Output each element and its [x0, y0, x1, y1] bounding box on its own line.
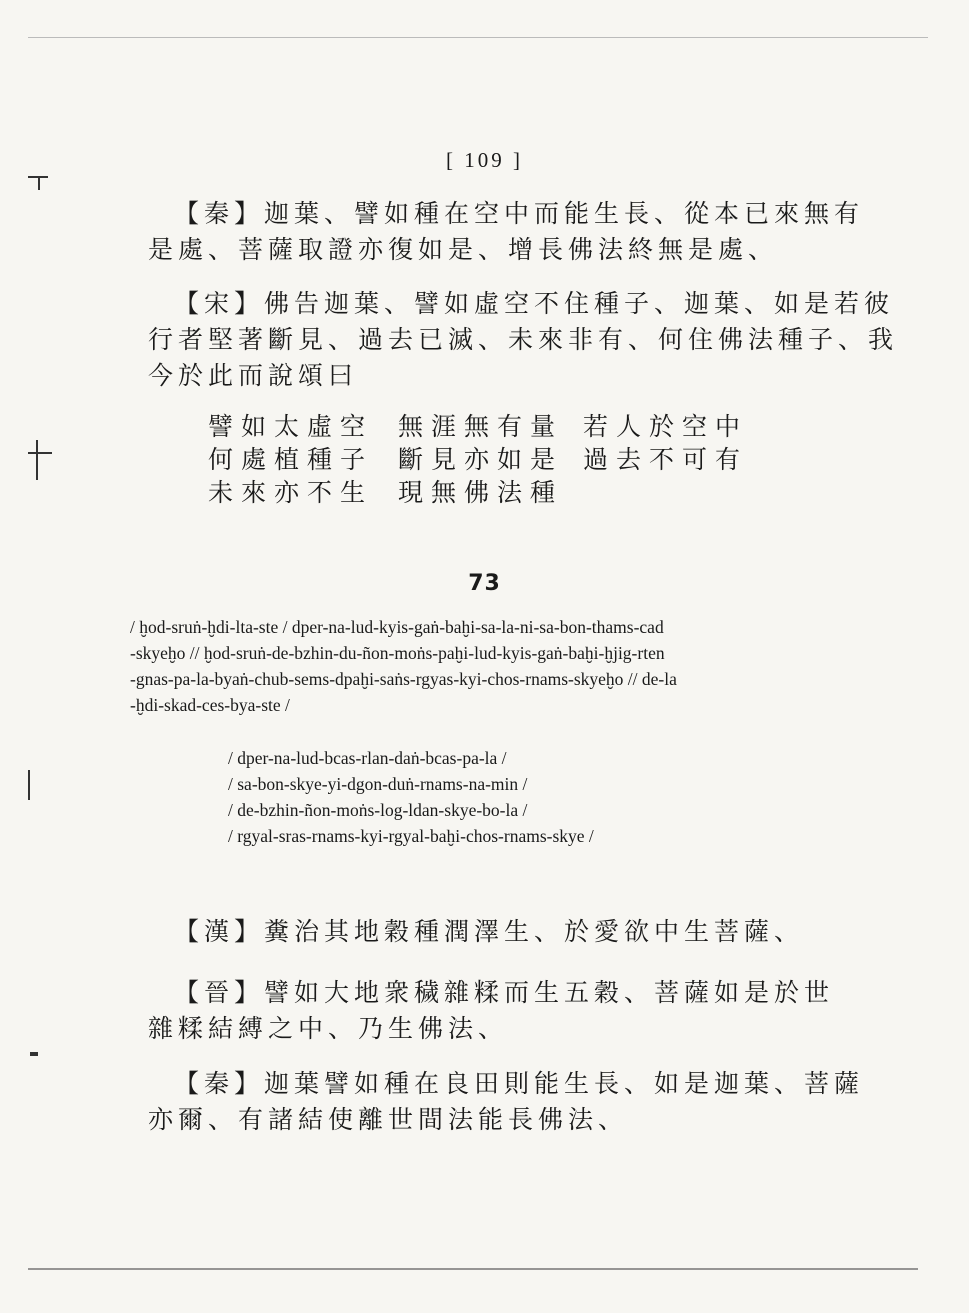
scan-edge-bottom	[28, 1268, 918, 1270]
verse-column-2	[398, 410, 563, 509]
text-line: 行者堅著斷見、過去已滅、未來非有、何住佛法種子、我	[148, 325, 899, 354]
tibetan-line: -ḫdi-skad-ces-bya-ste /	[130, 695, 290, 715]
paragraph-qin-top	[148, 196, 865, 268]
tibetan-line: -gnas-pa-la-byaṅ-chub-sems-dpaḫi-saṅs-rgyas-kyi-chos-rnams-skyeḫo // de-la	[130, 669, 677, 689]
margin-mark	[30, 1052, 38, 1056]
verse-column-3	[583, 410, 748, 476]
page-number: [ 109 ]	[446, 148, 523, 172]
text-line: 今於此而說頌曰	[148, 361, 359, 390]
tibetan-verse-line: / dper-na-lud-bcas-rlan-daṅ-bcas-pa-la /	[228, 748, 507, 768]
scan-edge-top	[28, 37, 928, 38]
verse-line: 現無佛法種	[398, 478, 564, 507]
paragraph-han	[148, 914, 805, 950]
margin-mark	[28, 452, 52, 454]
text-line: 亦爾、有諸結使離世間法能長佛法、	[148, 1105, 629, 1134]
text-line: 【秦】迦葉譬如種在良田則能生長、如是迦葉、菩薩	[174, 1069, 865, 1098]
paragraph-jin	[148, 975, 835, 1047]
paragraph-song	[148, 286, 899, 394]
tibetan-line: / ḫod-sruṅ-ḫdi-lta-ste / dper-na-lud-kyis-gaṅ-baḫi-sa-la-ni-sa-bon-thams-cad	[130, 617, 664, 637]
text-line: 雜糅結縛之中、乃生佛法、	[148, 1014, 509, 1043]
tibetan-verse-line: / sa-bon-skye-yi-dgon-duṅ-rnams-na-min /	[228, 774, 528, 794]
verse-column-1	[208, 410, 373, 509]
verse-line: 若人於空中	[583, 412, 749, 441]
tibetan-verse	[228, 745, 594, 849]
verse-line: 何處植種子	[208, 445, 374, 474]
text-line: 【宋】佛告迦葉、譬如虛空不住種子、迦葉、如是若彼	[174, 289, 895, 318]
tibetan-verse-line: / rgyal-sras-rnams-kyi-rgyal-baḫi-chos-rnams-skye /	[228, 826, 594, 846]
verse-line: 未來亦不生	[208, 478, 374, 507]
section-number: 73	[468, 571, 501, 596]
verse-line: 過去不可有	[583, 445, 749, 474]
paragraph-qin-bottom	[148, 1066, 865, 1138]
text-line: 【晉】譬如大地衆穢雜糅而生五穀、菩薩如是於世	[174, 978, 835, 1007]
verse-line: 無涯無有量	[398, 412, 564, 441]
text-line: 【漢】糞治其地穀種潤澤生、於愛欲中生菩薩、	[174, 917, 805, 946]
tibetan-line: -skyeḫo // ḫod-sruṅ-de-bzhin-du-ñon-moṅs-paḫi-lud-kyis-gaṅ-baḫi-ḫjig-rten	[130, 643, 665, 663]
text-line: 是處、菩薩取證亦復如是、增長佛法終無是處、	[148, 235, 779, 264]
margin-mark	[36, 440, 38, 480]
margin-mark	[28, 770, 30, 800]
text-line: 【秦】迦葉、譬如種在空中而能生長、從本已來無有	[174, 199, 865, 228]
verse-line: 斷見亦如是	[398, 445, 564, 474]
tibetan-verse-line: / de-bzhin-ñon-moṅs-log-ldan-skye-bo-la /	[228, 800, 528, 820]
verse-line: 譬如太虛空	[208, 412, 374, 441]
margin-mark	[38, 176, 40, 190]
tibetan-prose	[130, 614, 810, 718]
